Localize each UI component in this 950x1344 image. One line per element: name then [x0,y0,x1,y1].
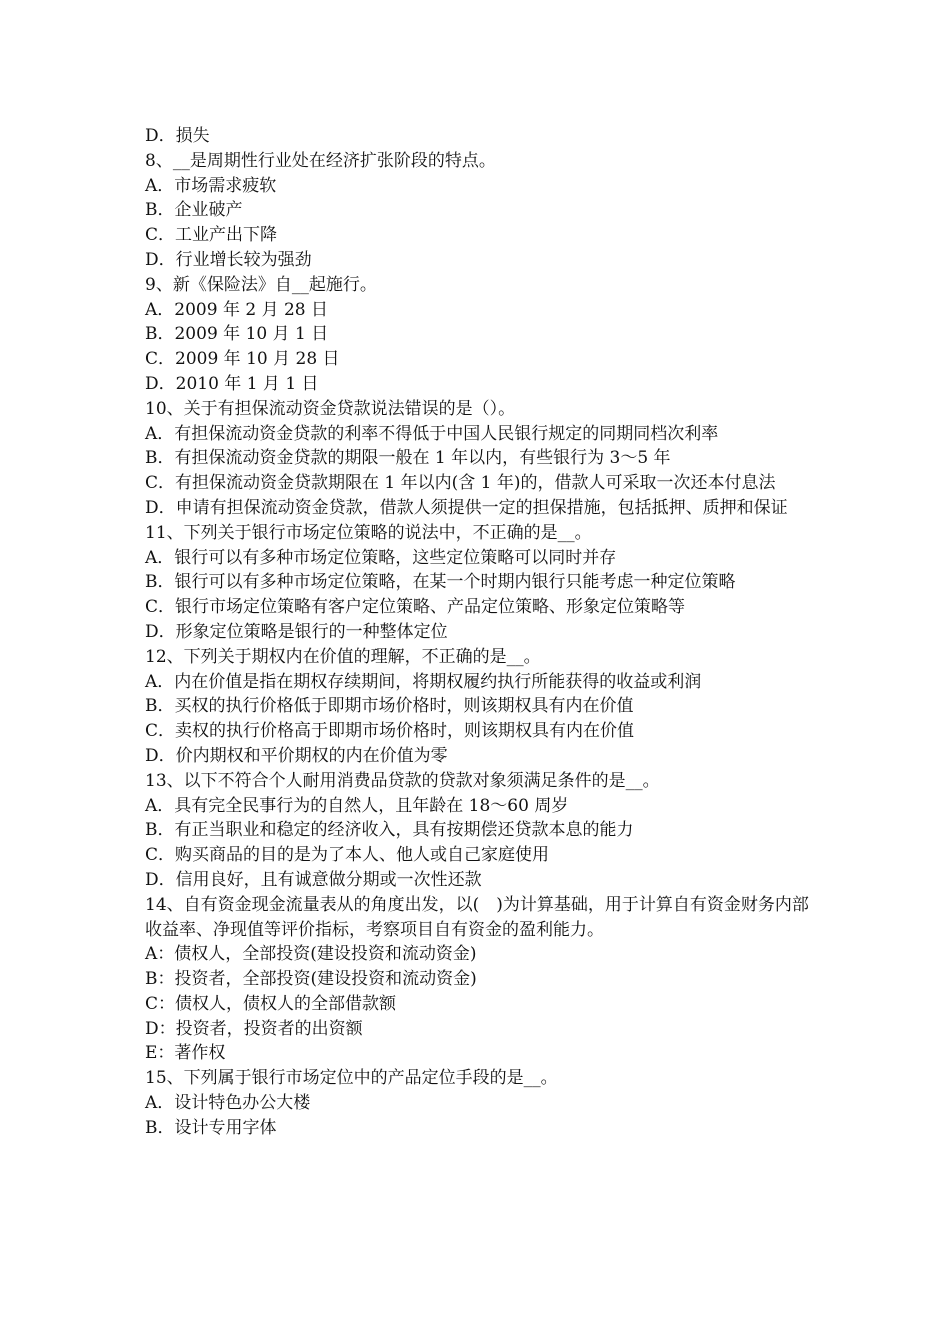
question-line: 14、自有资金现金流量表从的角度出发，以( )为计算基础，用于计算自有资金财务内部收益率、净现值等评价指标，考察项目自有资金的盈利能力。 [145,894,809,940]
option-line: C．卖权的执行价格高于即期市场价格时，则该期权具有内在价值 [145,721,635,742]
question-line: 10、关于有担保流动资金贷款说法错误的是（）。 [145,398,516,419]
option-line: A．银行可以有多种市场定位策略，这些定位策略可以同时并存 [145,547,617,568]
option-line: D．申请有担保流动资金贷款，借款人须提供一定的担保措施，包括抵押、质押和保证 [145,497,788,518]
question-line: 9、新《保险法》自__起施行。 [145,274,377,295]
option-line: D．价内期权和平价期权的内在价值为零 [145,745,448,766]
option-line: C．2009 年 10 月 28 日 [145,349,340,370]
option-line: B．有担保流动资金贷款的期限一般在 1 年以内，有些银行为 3～5 年 [145,448,671,469]
option-line: C：债权人，债权人的全部借款额 [145,993,397,1014]
option-line: B．有正当职业和稳定的经济收入，具有按期偿还贷款本息的能力 [145,820,634,841]
option-line: B．2009 年 10 月 1 日 [145,324,329,345]
option-line: D．行业增长较为强劲 [145,249,312,270]
question-line: 12、下列关于期权内在价值的理解，不正确的是__。 [145,646,541,667]
option-line: A．市场需求疲软 [145,175,277,196]
question-line: 13、以下不符合个人耐用消费品贷款的贷款对象须满足条件的是__。 [145,770,660,791]
option-line: B：投资者，全部投资(建设投资和流动资金) [145,969,477,990]
question-line: 8、__是周期性行业处在经济扩张阶段的特点。 [145,150,496,171]
option-line: A．具有完全民事行为的自然人，且年龄在 18～60 周岁 [145,795,569,816]
option-line: D：投资者，投资者的出资额 [145,1018,363,1039]
option-line: D．损失 [145,126,210,146]
option-line: C．银行市场定位策略有客户定位策略、产品定位策略、形象定位策略等 [145,597,686,618]
option-line: A．内在价值是指在期权存续期间，将期权履约执行所能获得的收益或利润 [145,671,702,692]
option-line: B．银行可以有多种市场定位策略，在某一个时期内银行只能考虑一种定位策略 [145,572,736,593]
option-line: B．企业破产 [145,200,243,221]
option-line: B．买权的执行价格低于即期市场价格时，则该期权具有内在价值 [145,696,634,717]
option-line: C．购买商品的目的是为了本人、他人或自己家庭使用 [145,845,550,866]
option-line: A．有担保流动资金贷款的利率不得低于中国人民银行规定的同期同档次利率 [145,423,719,444]
option-line: D．2010 年 1 月 1 日 [145,373,319,394]
option-line: A．2009 年 2 月 28 日 [145,299,329,320]
document-page [145,124,809,1141]
option-line: A：债权人，全部投资(建设投资和流动资金) [145,944,477,965]
option-line: E：著作权 [145,1043,226,1064]
option-line: A．设计特色办公大楼 [145,1093,311,1114]
question-line: 11、下列关于银行市场定位策略的说法中，不正确的是__。 [145,522,592,543]
option-line: B．设计专用字体 [145,1117,277,1138]
option-line: D．形象定位策略是银行的一种整体定位 [145,621,448,642]
option-line: C．工业产出下降 [145,225,278,246]
option-line: D．信用良好，且有诚意做分期或一次性还款 [145,869,482,890]
option-line: C．有担保流动资金贷款期限在 1 年以内(含 1 年)的，借款人可采取一次还本付息法 [145,473,776,494]
question-line: 15、下列属于银行市场定位中的产品定位手段的是__。 [145,1068,558,1089]
